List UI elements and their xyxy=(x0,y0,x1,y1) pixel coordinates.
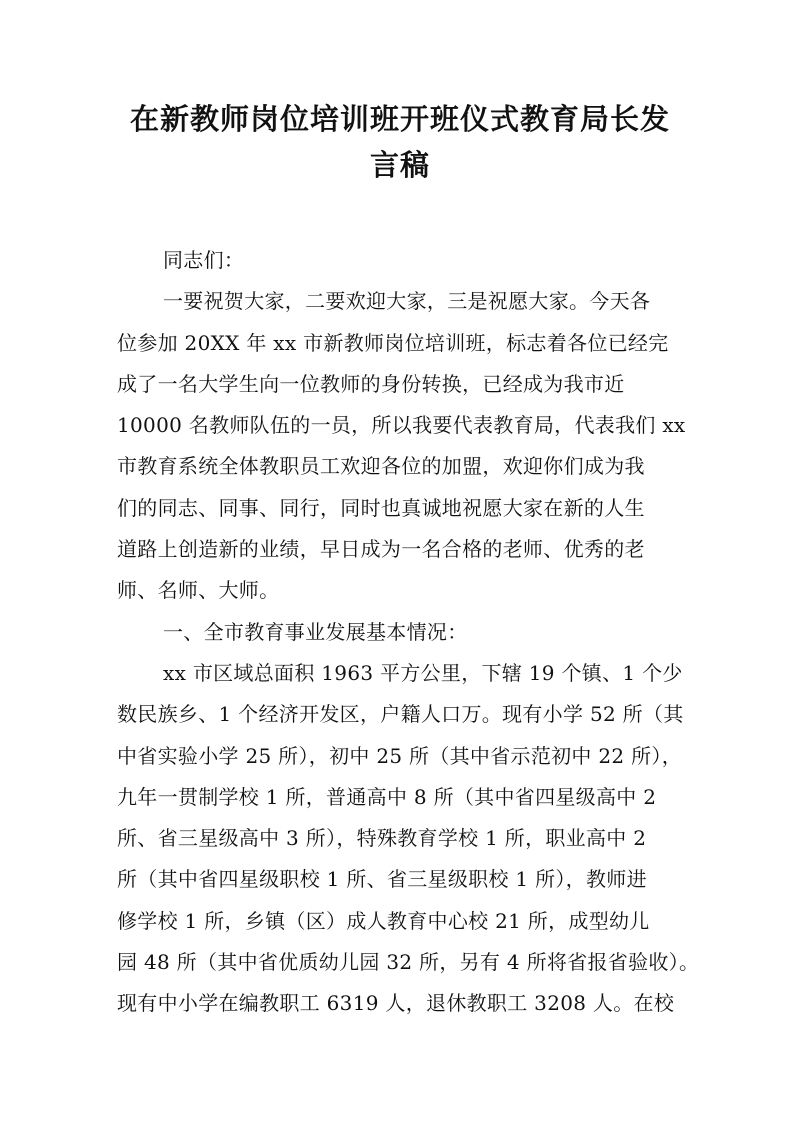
text-line: 一要祝贺大家，二要欢迎大家，三是祝愿大家。今天各 xyxy=(163,289,651,314)
title-line-2: 言稿 xyxy=(369,148,430,182)
text-line: 位参加 20XX 年 xx 市新教师岗位培训班，标志着各位已经完 xyxy=(117,330,669,355)
text-line: 10000 名教师队伍的一员，所以我要代表教育局，代表我们 xx xyxy=(117,413,686,438)
text-line: 中省实验小学 25 所），初中 25 所（其中省示范初中 22 所）， xyxy=(117,743,682,768)
document-body xyxy=(117,240,700,1025)
text-line: 成了一名大学生向一位教师的身份转换，已经成为我市近 xyxy=(117,371,625,396)
text-line: 所、省三星级高中 3 所），特殊教育学校 1 所，职业高中 2 xyxy=(117,826,647,851)
text-line: 所（其中省四星级职校 1 所、省三星级职校 1 所），教师进 xyxy=(117,867,647,892)
text-line: xx 市区域总面积 1963 平方公里，下辖 19 个镇、1 个少 xyxy=(163,660,683,685)
section-heading: 一、全市教育事业发展基本情况： xyxy=(163,619,468,644)
text-line: 们的同志、同事、同行，同时也真诚地祝愿大家在新的人生 xyxy=(117,495,645,520)
text-line: 道路上创造新的业绩，早日成为一名合格的老师、优秀的老 xyxy=(117,537,645,562)
text-line: 师、名师、大师。 xyxy=(117,578,280,603)
text-line: 现有中小学在编教职工 6319 人，退休教职工 3208 人。在校 xyxy=(117,991,675,1016)
text-line: 数民族乡、1 个经济开发区，户籍人口万。现有小学 52 所（其 xyxy=(117,702,684,727)
title-line-1: 在新教师岗位培训班开班仪式教育局长发 xyxy=(129,102,670,136)
text-line: 同志们： xyxy=(163,248,245,272)
text-line: 九年一贯制学校 1 所，普通高中 8 所（其中省四星级高中 2 xyxy=(117,784,657,809)
text-line: 修学校 1 所，乡镇（区）成人教育中心校 21 所，成型幼儿 xyxy=(117,908,650,933)
document-title xyxy=(100,96,700,188)
text-line: 园 48 所（其中省优质幼儿园 32 所，另有 4 所将省报省验收）。 xyxy=(117,950,700,975)
text-line: 市教育系统全体教职员工欢迎各位的加盟，欢迎你们成为我 xyxy=(117,454,645,479)
